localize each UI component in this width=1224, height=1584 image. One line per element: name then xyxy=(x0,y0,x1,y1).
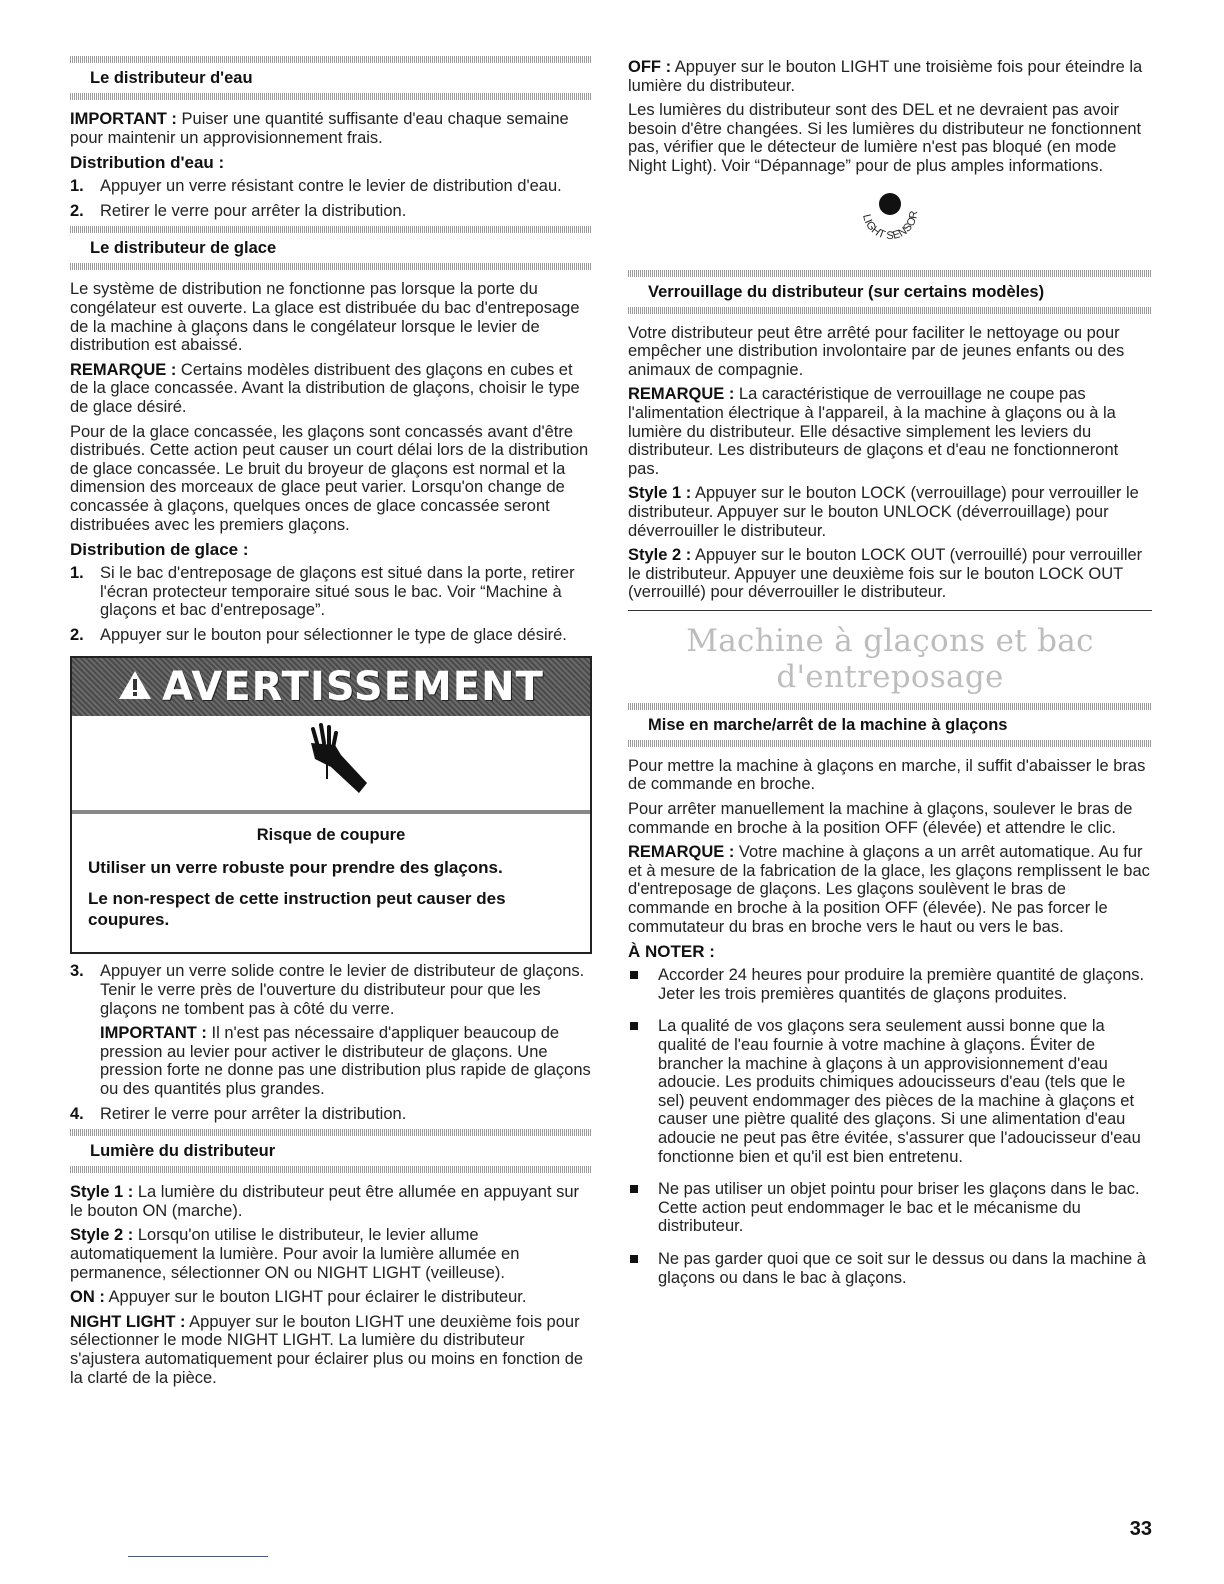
list-item: 4. Retirer le verre pour arrêter la distribution. xyxy=(70,1104,407,1123)
warning-header-text: AVERTISSEMENT xyxy=(162,664,544,711)
left-column xyxy=(70,56,592,1393)
warning-icon-area xyxy=(72,716,590,814)
icemaker-note: REMARQUE : Votre machine à glaçons a un arrêt automatique. Au fur et à mesure de la fabrication de la glace, les glaçons remplissent le bac d'entreposage de glaçons. Les glaçons soulèvent le bras de commande en broche à la position OFF (élevée). Ne pas forcer le commutateur du bras en broche vers le haut ou vers le bas. xyxy=(628,843,1150,936)
section-bar xyxy=(628,740,1152,747)
section-title-lock: Verrouillage du distributeur (sur certains modèles) xyxy=(648,282,1045,301)
warning-title: Risque de coupure xyxy=(256,826,406,845)
anoter-heading: À NOTER : xyxy=(628,942,715,962)
list-item: 3. Appuyer un verre solide contre le levier de distributeur de glaçons. Tenir le verre près de l'ouverture du distributeur pour que les glaçons ne tombent pas à côté du verre. xyxy=(70,962,585,1018)
water-steps xyxy=(70,177,592,220)
section-bar xyxy=(70,263,592,270)
square-bullet-icon xyxy=(630,971,638,979)
section-bar xyxy=(628,307,1152,314)
section-bar xyxy=(70,226,592,233)
ice-steps-continued xyxy=(70,962,592,1018)
water-subheading: Distribution d'eau : xyxy=(70,153,225,173)
section-title-light: Lumière du distributeur xyxy=(90,1142,276,1161)
light-sensor-figure xyxy=(628,186,1152,242)
warning-line-1: Utiliser un verre robuste pour prendre des glaçons. xyxy=(88,858,503,878)
list-item: 1. Appuyer un verre résistant contre le levier de distribution d'eau. xyxy=(70,177,562,196)
square-bullet-icon xyxy=(630,1185,638,1193)
warning-header xyxy=(72,658,590,716)
lock-style-2: Style 2 : Appuyer sur le bouton LOCK OUT (verrouillé) pour verrouiller le distributeur. Appuyer une deuxième fois sur le bouton LOCK OUT (verrouillé) pour déverrouiller le distributeur. xyxy=(628,546,1143,602)
section-title-icemaker: Mise en marche/arrêt de la machine à glaçons xyxy=(648,715,1008,734)
list-item: 2. Retirer le verre pour arrêter la distribution. xyxy=(70,201,407,220)
divider xyxy=(628,610,1152,611)
icemaker-notes-list xyxy=(628,966,1152,1287)
list-item: 1. Si le bac d'entreposage de glaçons est situé dans la porte, retirer l'écran protecteur temporaire situé sous le bac. Voir “Machine à glaçons et bac d'entreposage”. xyxy=(70,564,575,620)
ice-steps xyxy=(70,564,592,644)
warning-box xyxy=(70,656,592,954)
section-bar xyxy=(70,1166,592,1173)
warning-body xyxy=(72,814,590,952)
lock-style-1: Style 1 : Appuyer sur le bouton LOCK (verrouillage) pour verrouiller le distributeur. Appuyer sur le bouton UNLOCK (déverrouillage) pour déverrouiller le distributeur. xyxy=(628,484,1139,540)
light-style-2: Style 2 : Lorsqu'on utilise le distributeur, le levier allume automatiquement la lumière. Pour avoir la lumière allumée en permanence, sélectionner ON ou NIGHT LIGHT (veilleuse). xyxy=(70,1226,520,1282)
section-title-ice: Le distributeur de glace xyxy=(90,239,277,258)
warning-triangle-icon xyxy=(118,670,152,705)
section-bar xyxy=(628,270,1152,277)
section-bar xyxy=(628,703,1152,710)
svg-text:LIGHT SENSOR: LIGHT SENSOR xyxy=(860,209,921,242)
square-bullet-icon xyxy=(630,1022,638,1030)
ice-subheading: Distribution de glace : xyxy=(70,540,249,560)
leds-paragraph: Les lumières du distributeur sont des DEL et ne devraient pas avoir besoin d'être changées. Si les lumières du distributeur ne fonctionnent pas, vérifier que le détecteur de lumière n'est pas bloqué (en mode Night Light). Voir “Dépannage” pour de plus amples informations. xyxy=(628,101,1142,175)
light-style-1: Style 1 : La lumière du distributeur peut être allumée en appuyant sur le bouton ON (marche). xyxy=(70,1183,580,1220)
water-important: IMPORTANT : Puiser une quantité suffisante d'eau chaque semaine pour maintenir un approvisionnement frais. xyxy=(70,110,569,147)
ice-note: REMARQUE : Certains modèles distribuent des glaçons en cubes et de la glace concassée. Avant la distribution de glaçons, choisir le type de glace désiré. xyxy=(70,360,580,416)
section-bar xyxy=(70,1129,592,1136)
section-bar xyxy=(70,56,592,63)
ice-paragraph-2: Pour de la glace concassée, les glaçons sont concassés avant d'être distribués. Cette action peut causer un court délai lors de la distribution de glace concassée. Le bruit du broyeur de glaçons est normal et la dimension des morceaux de glace peut varier. Lorsqu'on change de concassée à glaçons, quelques onces de glace concassée seront distribuées avec les premiers glaçons. xyxy=(70,422,589,534)
ice-step-4 xyxy=(70,1105,592,1124)
section-title-water: Le distributeur d'eau xyxy=(90,69,253,87)
lock-note: REMARQUE : La caractéristique de verrouillage ne coupe pas l'alimentation électrique à l'appareil, à la machine à glaçons ou à la lumière du distributeur. Elle désactive simplement les leviers du distributeur. Les distributeurs de glaçons et d'eau ne fonctionneront pas. xyxy=(628,385,1119,478)
light-night: NIGHT LIGHT : Appuyer sur le bouton LIGHT une deuxième fois pour sélectionner le mode NIGHT LIGHT. La lumière du distributeur s'ajustera automatiquement pour éclairer plus ou moins en fonction de la clarté de la pièce. xyxy=(70,1312,584,1387)
list-item: Ne pas utiliser un objet pointu pour briser les glaçons dans le bac. Cette action peut endommager le bac et le mécanisme du distributeur. xyxy=(628,1180,1152,1236)
right-column xyxy=(628,58,1152,1301)
list-item: 2. Appuyer sur le bouton pour sélectionner le type de glace désiré. xyxy=(70,625,567,644)
chapter-title: Machine à glaçons et bac d'entreposage xyxy=(686,622,1094,695)
light-sensor-icon xyxy=(845,186,935,242)
page-number: 33 xyxy=(1129,1518,1152,1540)
cut-hand-icon xyxy=(291,721,371,806)
section-bar xyxy=(70,93,592,100)
list-item: Ne pas garder quoi que ce soit sur le dessus ou dans la machine à glaçons ou dans le bac à glaçons. xyxy=(628,1250,1152,1287)
icemaker-paragraph-1: Pour mettre la machine à glaçons en marche, il suffit d'abaisser le bras de commande en broche. xyxy=(628,756,1146,794)
light-off: OFF : Appuyer sur le bouton LIGHT une troisième fois pour éteindre la lumière du distributeur. xyxy=(628,58,1143,95)
square-bullet-icon xyxy=(630,1255,638,1263)
lock-paragraph: Votre distributeur peut être arrêté pour faciliter le nettoyage ou pour empêcher une distribution involontaire par de jeunes enfants ou des animaux de compagnie. xyxy=(628,323,1125,379)
ice-paragraph-1: Le système de distribution ne fonctionne pas lorsque la porte du congélateur est ouverte. La glace est distribuée du bac d'entreposage de la machine à glaçons dans le congélateur lorsque le levier de distribution est abaissé. xyxy=(70,280,580,355)
ice-important: IMPORTANT : Il n'est pas nécessaire d'appliquer beaucoup de pression au levier pour activer le distributeur de glaçons. Une pression forte ne donne pas une distribution plus rapide de glaçons ou des quantités plus grandes. xyxy=(100,1024,591,1099)
list-item: Accorder 24 heures pour produire la première quantité de glaçons. Jeter les trois premières quantités de glaçons produites. xyxy=(628,966,1152,1003)
footer-rule xyxy=(128,1556,268,1557)
warning-line-2: Le non-respect de cette instruction peut causer des coupures. xyxy=(88,889,506,930)
light-on: ON : Appuyer sur le bouton LIGHT pour éclairer le distributeur. xyxy=(70,1288,527,1307)
icemaker-paragraph-2: Pour arrêter manuellement la machine à glaçons, soulever le bras de commande en broche à la position OFF (élevée) et attendre le clic. xyxy=(628,800,1133,837)
list-item: La qualité de vos glaçons sera seulement aussi bonne que la qualité de l'eau fournie à votre machine à glaçons. Éviter de brancher la machine à glaçons à un approvisionnement d'eau adoucie. Les produits chimiques adoucisseurs d'eau (tels que le sel) peuvent endommager des pièces de la machine à glaçons et causer une piètre qualité des glaçons. Si une alimentation d'eau adoucie ne peut pas être évitée, s'assurer que l'adoucisseur d'eau fonctionne bien et qu'il est bien entretenu. xyxy=(628,1017,1152,1166)
